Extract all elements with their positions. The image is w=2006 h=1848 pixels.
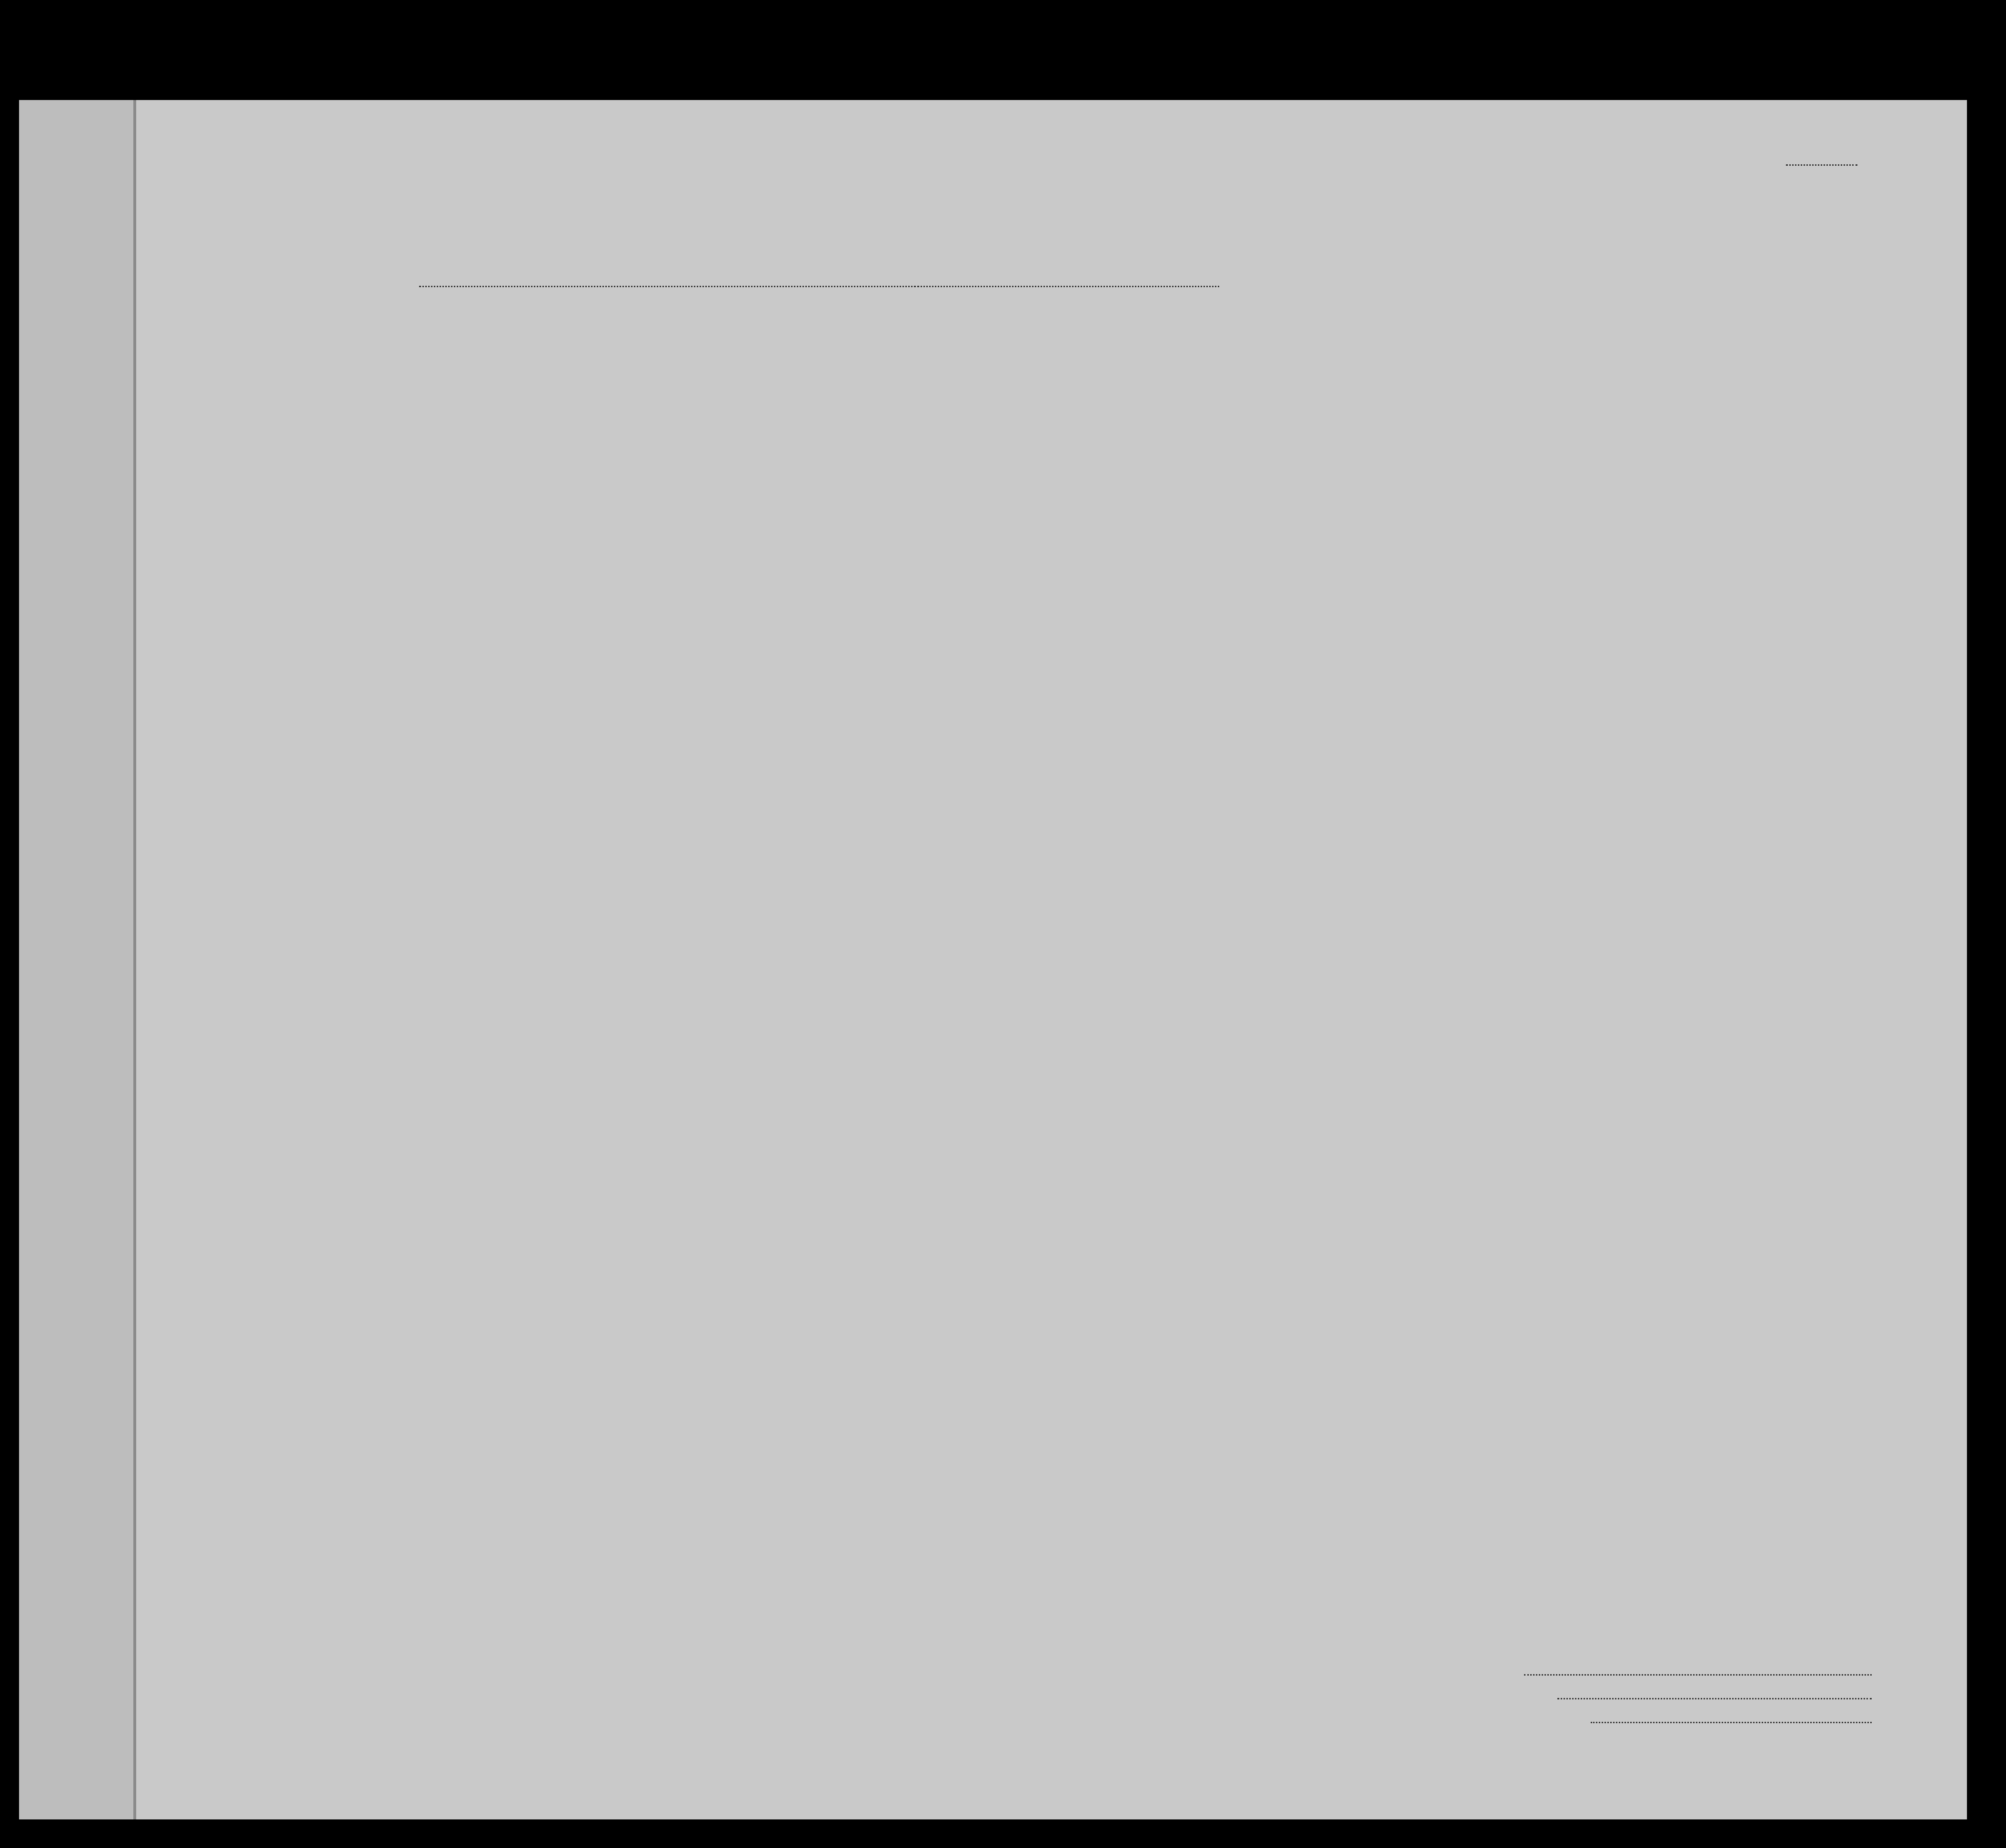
arrival-date [914, 286, 1219, 287]
port-of-arrival [419, 286, 919, 287]
agents-value [1591, 1722, 1872, 1723]
line-value [1524, 1674, 1872, 1676]
owners-value [1557, 1698, 1872, 1699]
list-number [1786, 164, 1857, 166]
